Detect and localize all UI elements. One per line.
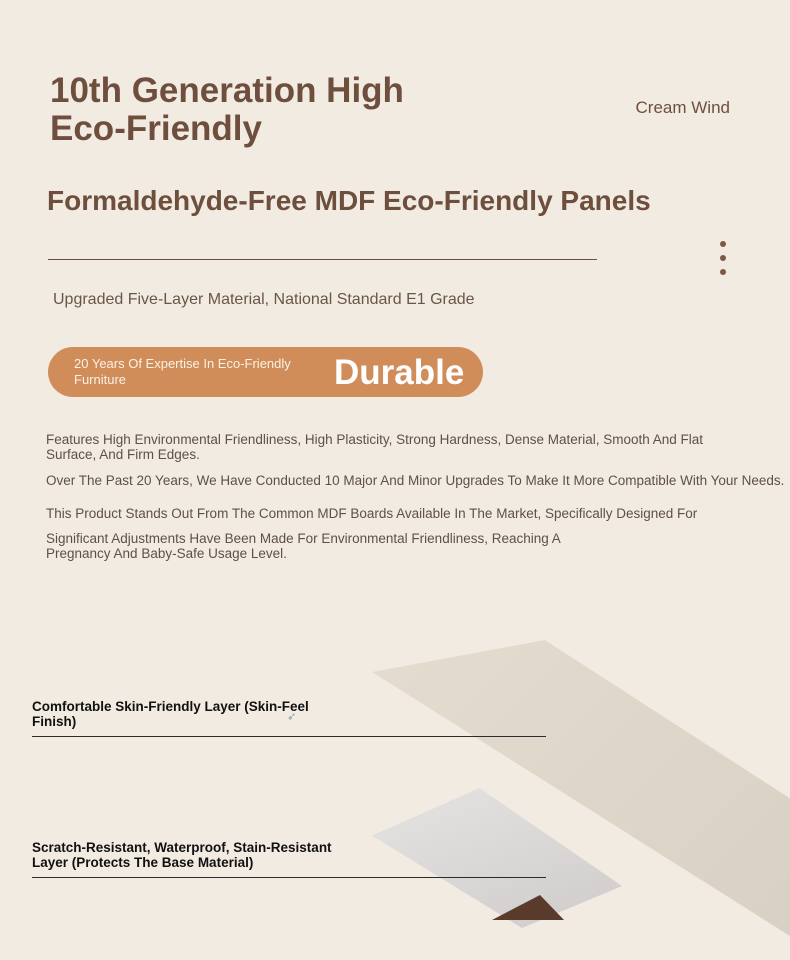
layer-divider xyxy=(32,736,546,737)
description-paragraph-2: Over The Past 20 Years, We Have Conducted 10 Major And Minor Upgrades To Make It More Compatible With Your Needs. xyxy=(46,473,785,488)
description-paragraph-1: Features High Environmental Friendliness, High Plasticity, Strong Hardness, Dense Material, Smooth And Flat Surface, And Firm Edges. xyxy=(46,432,704,462)
page-subtitle: Formaldehyde-Free MDF Eco-Friendly Panels xyxy=(47,185,651,216)
description-paragraph-4: Significant Adjustments Have Been Made For Environmental Friendliness, Reaching A Pregnancy And Baby-Safe Usage Level. xyxy=(46,531,561,561)
board-layer-illustration-2 xyxy=(372,788,622,928)
feather-icon: ➶ xyxy=(287,711,297,723)
layer-label-scratch-resistant: Scratch-Resistant, Waterproof, Stain-Resistant Layer (Protects The Base Material) xyxy=(32,840,332,870)
durable-badge xyxy=(48,347,483,397)
board-layer-illustration xyxy=(372,640,790,960)
layer-divider xyxy=(32,877,546,878)
subtitle-divider xyxy=(48,259,597,260)
description-paragraph-3: This Product Stands Out From The Common MDF Boards Available In The Market, Specifically Designed For xyxy=(46,506,698,521)
badge-big-text: Durable xyxy=(334,353,465,392)
page-title: 10th Generation High Eco-Friendly xyxy=(50,71,404,148)
badge-small-text: 20 Years Of Expertise In Eco-Friendly Furniture xyxy=(74,356,291,387)
brand-name: Cream Wind xyxy=(635,98,730,117)
more-vertical-icon[interactable] xyxy=(720,241,728,283)
layer-label-skin-friendly: Comfortable Skin-Friendly Layer (Skin-Feel Finish) xyxy=(32,699,309,729)
upgrade-line: Upgraded Five-Layer Material, National Standard E1 Grade xyxy=(53,291,475,308)
